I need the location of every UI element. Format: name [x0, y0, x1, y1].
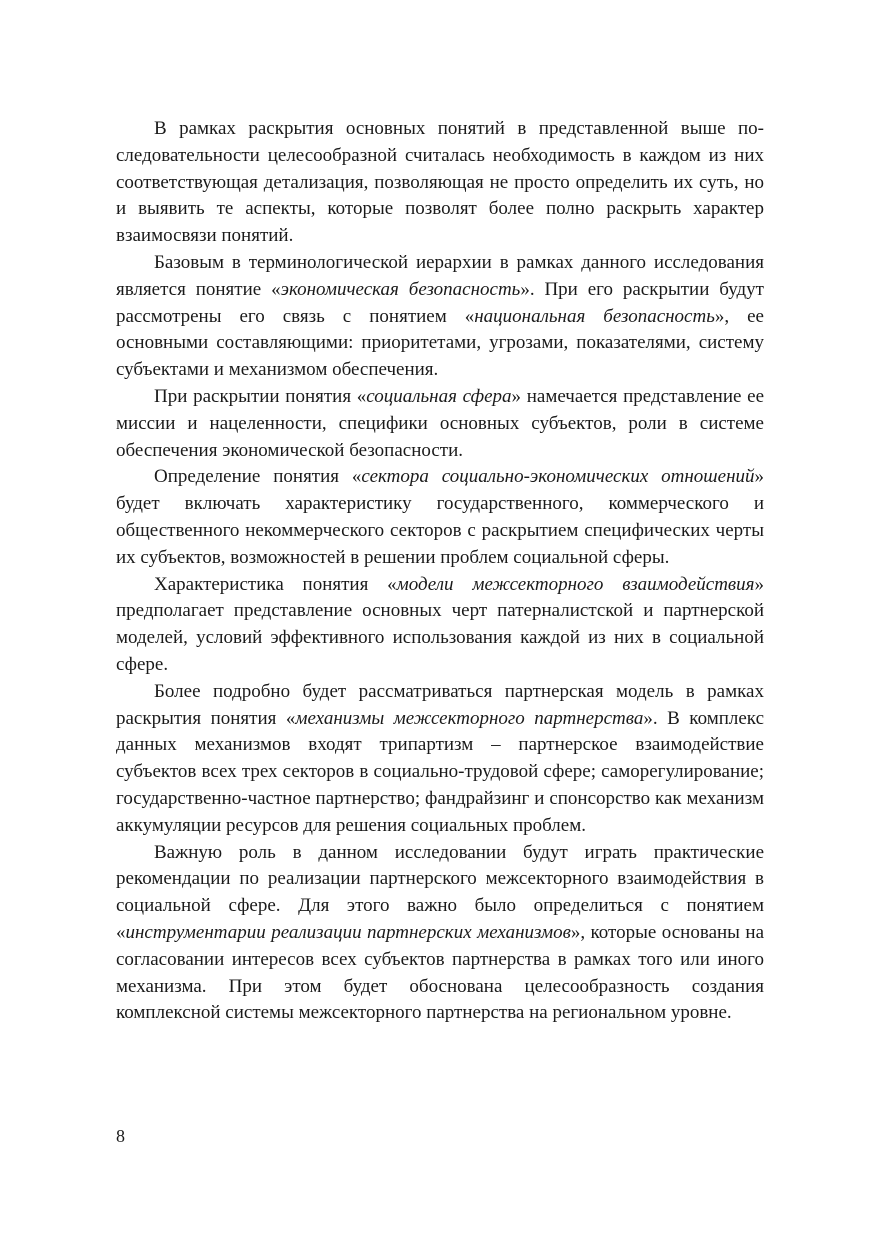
term-intersector-interaction-models: модели межсекторного взаимодействия — [396, 573, 755, 595]
paragraph-3-text-a: При раскрытии понятия « — [154, 385, 367, 407]
paragraph-2-text-c: », ее основными составляющими: приоритетами, угрозами, показателями, систему субъектами и механизмом обеспечения. — [116, 305, 764, 381]
term-economic-security: экономическая безопасность — [280, 278, 521, 300]
paragraph-1-text: В рамках раскрытия основных понятий в представленной выше последовательности целесообразной считалась необходимость в каждом из них соответствующая детализация, позволяющая не просто определить их суть, но и выявить те аспекты, которые позволят более полно раскрыть характер взаимосвязи понятий. — [116, 118, 764, 247]
paragraph-2 — [116, 250, 764, 384]
paragraph-3 — [116, 384, 764, 464]
paragraph-5-text-b: » предполагает представление основных черт патерналистской и партнерской моделей, условий эффективного использования каждой из них в социальной сфере. — [116, 573, 764, 675]
paragraph-7-text-a: Важную роль в данном исследовании будут играть практические рекомендации по реализации партнерского межсекторного взаимодействия в социальной сфере. Для этого важно было определиться с понятием « — [116, 841, 764, 943]
paragraph-7 — [116, 840, 764, 1028]
document-body — [116, 116, 764, 1027]
paragraph-6 — [116, 679, 764, 840]
paragraph-2-text-a: Базовым в терминологической иерархии в рамках данного исследования является понятие « — [116, 251, 764, 300]
paragraph-4-text-a: Определение понятия « — [154, 466, 362, 488]
term-partnership-instruments: инструментарии реализации партнерских механизмов — [125, 921, 571, 943]
paragraph-4 — [116, 464, 764, 571]
term-intersector-partnership-mechanisms: механизмы межсекторного партнерства — [295, 707, 644, 729]
term-social-sphere: социальная сфера — [366, 385, 512, 407]
paragraph-4-text-b: » будет включать характеристику государственного, коммерческого и общественного некоммерческого секторов с раскрытием специфических черты их субъектов, возможностей в решении проблем социальной сферы. — [116, 466, 764, 568]
paragraph-5 — [116, 572, 764, 679]
paragraph-1 — [116, 116, 764, 250]
term-socio-economic-sectors: сектора социально-экономических отношений — [361, 466, 755, 488]
paragraph-3-text-b: » намечается представление ее миссии и нацеленности, специфики основных субъектов, роли в системе обеспечения экономической безопасности. — [116, 385, 765, 461]
paragraph-6-text-a: Более подробно будет рассматриваться партнерская модель в рамках раскрытия понятия « — [116, 680, 764, 729]
paragraph-5-text-a: Характеристика понятия « — [154, 573, 397, 595]
term-national-security: национальная безопасность — [474, 305, 715, 327]
page-number: 8 — [116, 1126, 125, 1146]
paragraph-2-text-b: ». При его раскрытии будут рассмотрены его связь с понятием « — [116, 278, 764, 327]
paragraph-7-text-b: », которые основаны на согласовании интересов всех субъектов партнерства в рамках того или иного механизма. При этом будет обоснована целесообразность создания комплексной системы межсекторного партнерства на региональном уровне. — [116, 921, 765, 1024]
paragraph-6-text-b: ». В комплекс данных механизмов входят трипартизм – партнерское взаимодействие субъектов всех трех секторов в социально-трудовой сфере; саморегулирование; государственно-частное партнерство; фандрайзинг и спонсорство как механизм аккумуляции ресурсов для решения социальных проблем. — [116, 707, 764, 836]
